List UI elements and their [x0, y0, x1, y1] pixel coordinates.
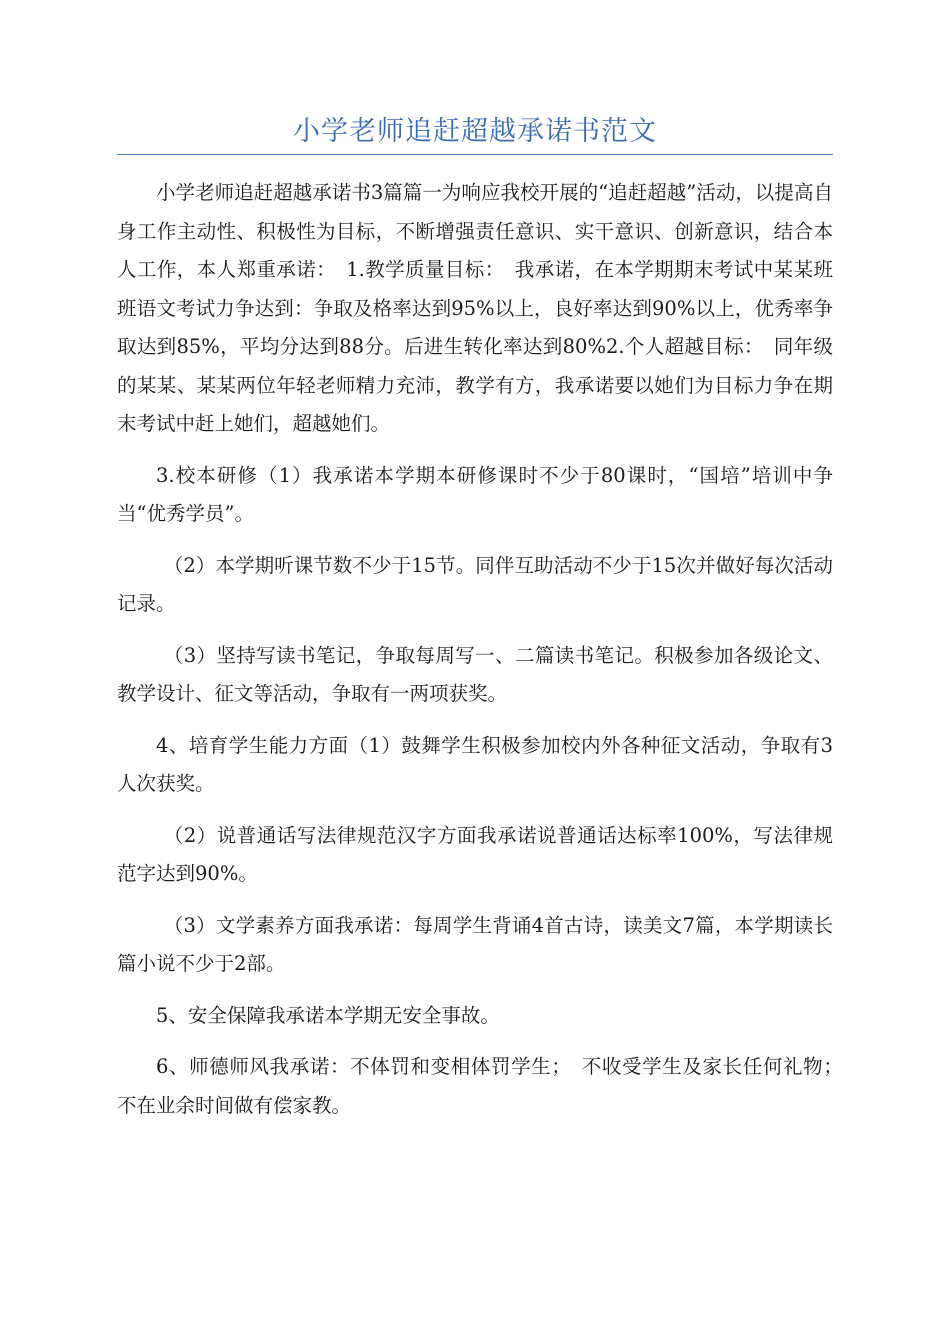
- paragraph-safety: 5、安全保障我承诺本学期无安全事故。: [156, 1003, 500, 1027]
- paragraph-student-ability: 4、培育学生能力方面（1）鼓舞学生积极参加校内外各种征文活动，争取有3人次获奖。: [117, 733, 833, 795]
- document-body: [117, 174, 853, 1138]
- document-title: 小学老师追赶超越承诺书范文: [293, 116, 657, 147]
- paragraph-literacy: （3）文学素养方面我承诺：每周学生背诵4首古诗，读美文7篇，本学期读长篇小说不少于2部。: [117, 913, 833, 975]
- paragraph-reading-notes: （3）坚持写读书笔记，争取每周写一、二篇读书笔记。积极参加各级论文、教学设计、征文等活动，争取有一两项获奖。: [117, 643, 833, 705]
- paragraph-lesson-observation: （2）本学期听课节数不少于15节。同伴互助活动不少于15次并做好每次活动记录。: [117, 553, 833, 615]
- paragraph-school-research: 3.校本研修（1）我承诺本学期本研修课时不少于80课时，“国培”培训中争当“优秀学员”。: [117, 463, 833, 525]
- title-underline: [117, 154, 833, 155]
- paragraph-mandarin: （2）说普通话写法律规范汉字方面我承诺说普通话达标率100%，写法律规范字达到90%。: [117, 823, 833, 885]
- paragraph-intro: 小学老师追赶超越承诺书3篇篇一为响应我校开展的“追赶超越”活动，以提高自身工作主动性、积极性为目标，不断增强责任意识、实干意识、创新意识，结合本人工作，本人郑重承诺： 1.教学质量目标： 我承诺，在本学期期末考试中某某班班语文考试力争达到：争取及格率达到95%以上，良好率达到90%以上，优秀率争取达到85%，平均分达到88分。后进生转化率达到80%2.个人超越目标： 同年级的某某、某某两位年轻老师精力充沛，教学有方，我承诺要以她们为目标力争在期末考试中赶上她们，超越她们。: [117, 181, 833, 435]
- paragraph-ethics: 6、师德师风我承诺：不体罚和变相体罚学生； 不收受学生及家长任何礼物； 不在业余时间做有偿家教。: [117, 1055, 853, 1117]
